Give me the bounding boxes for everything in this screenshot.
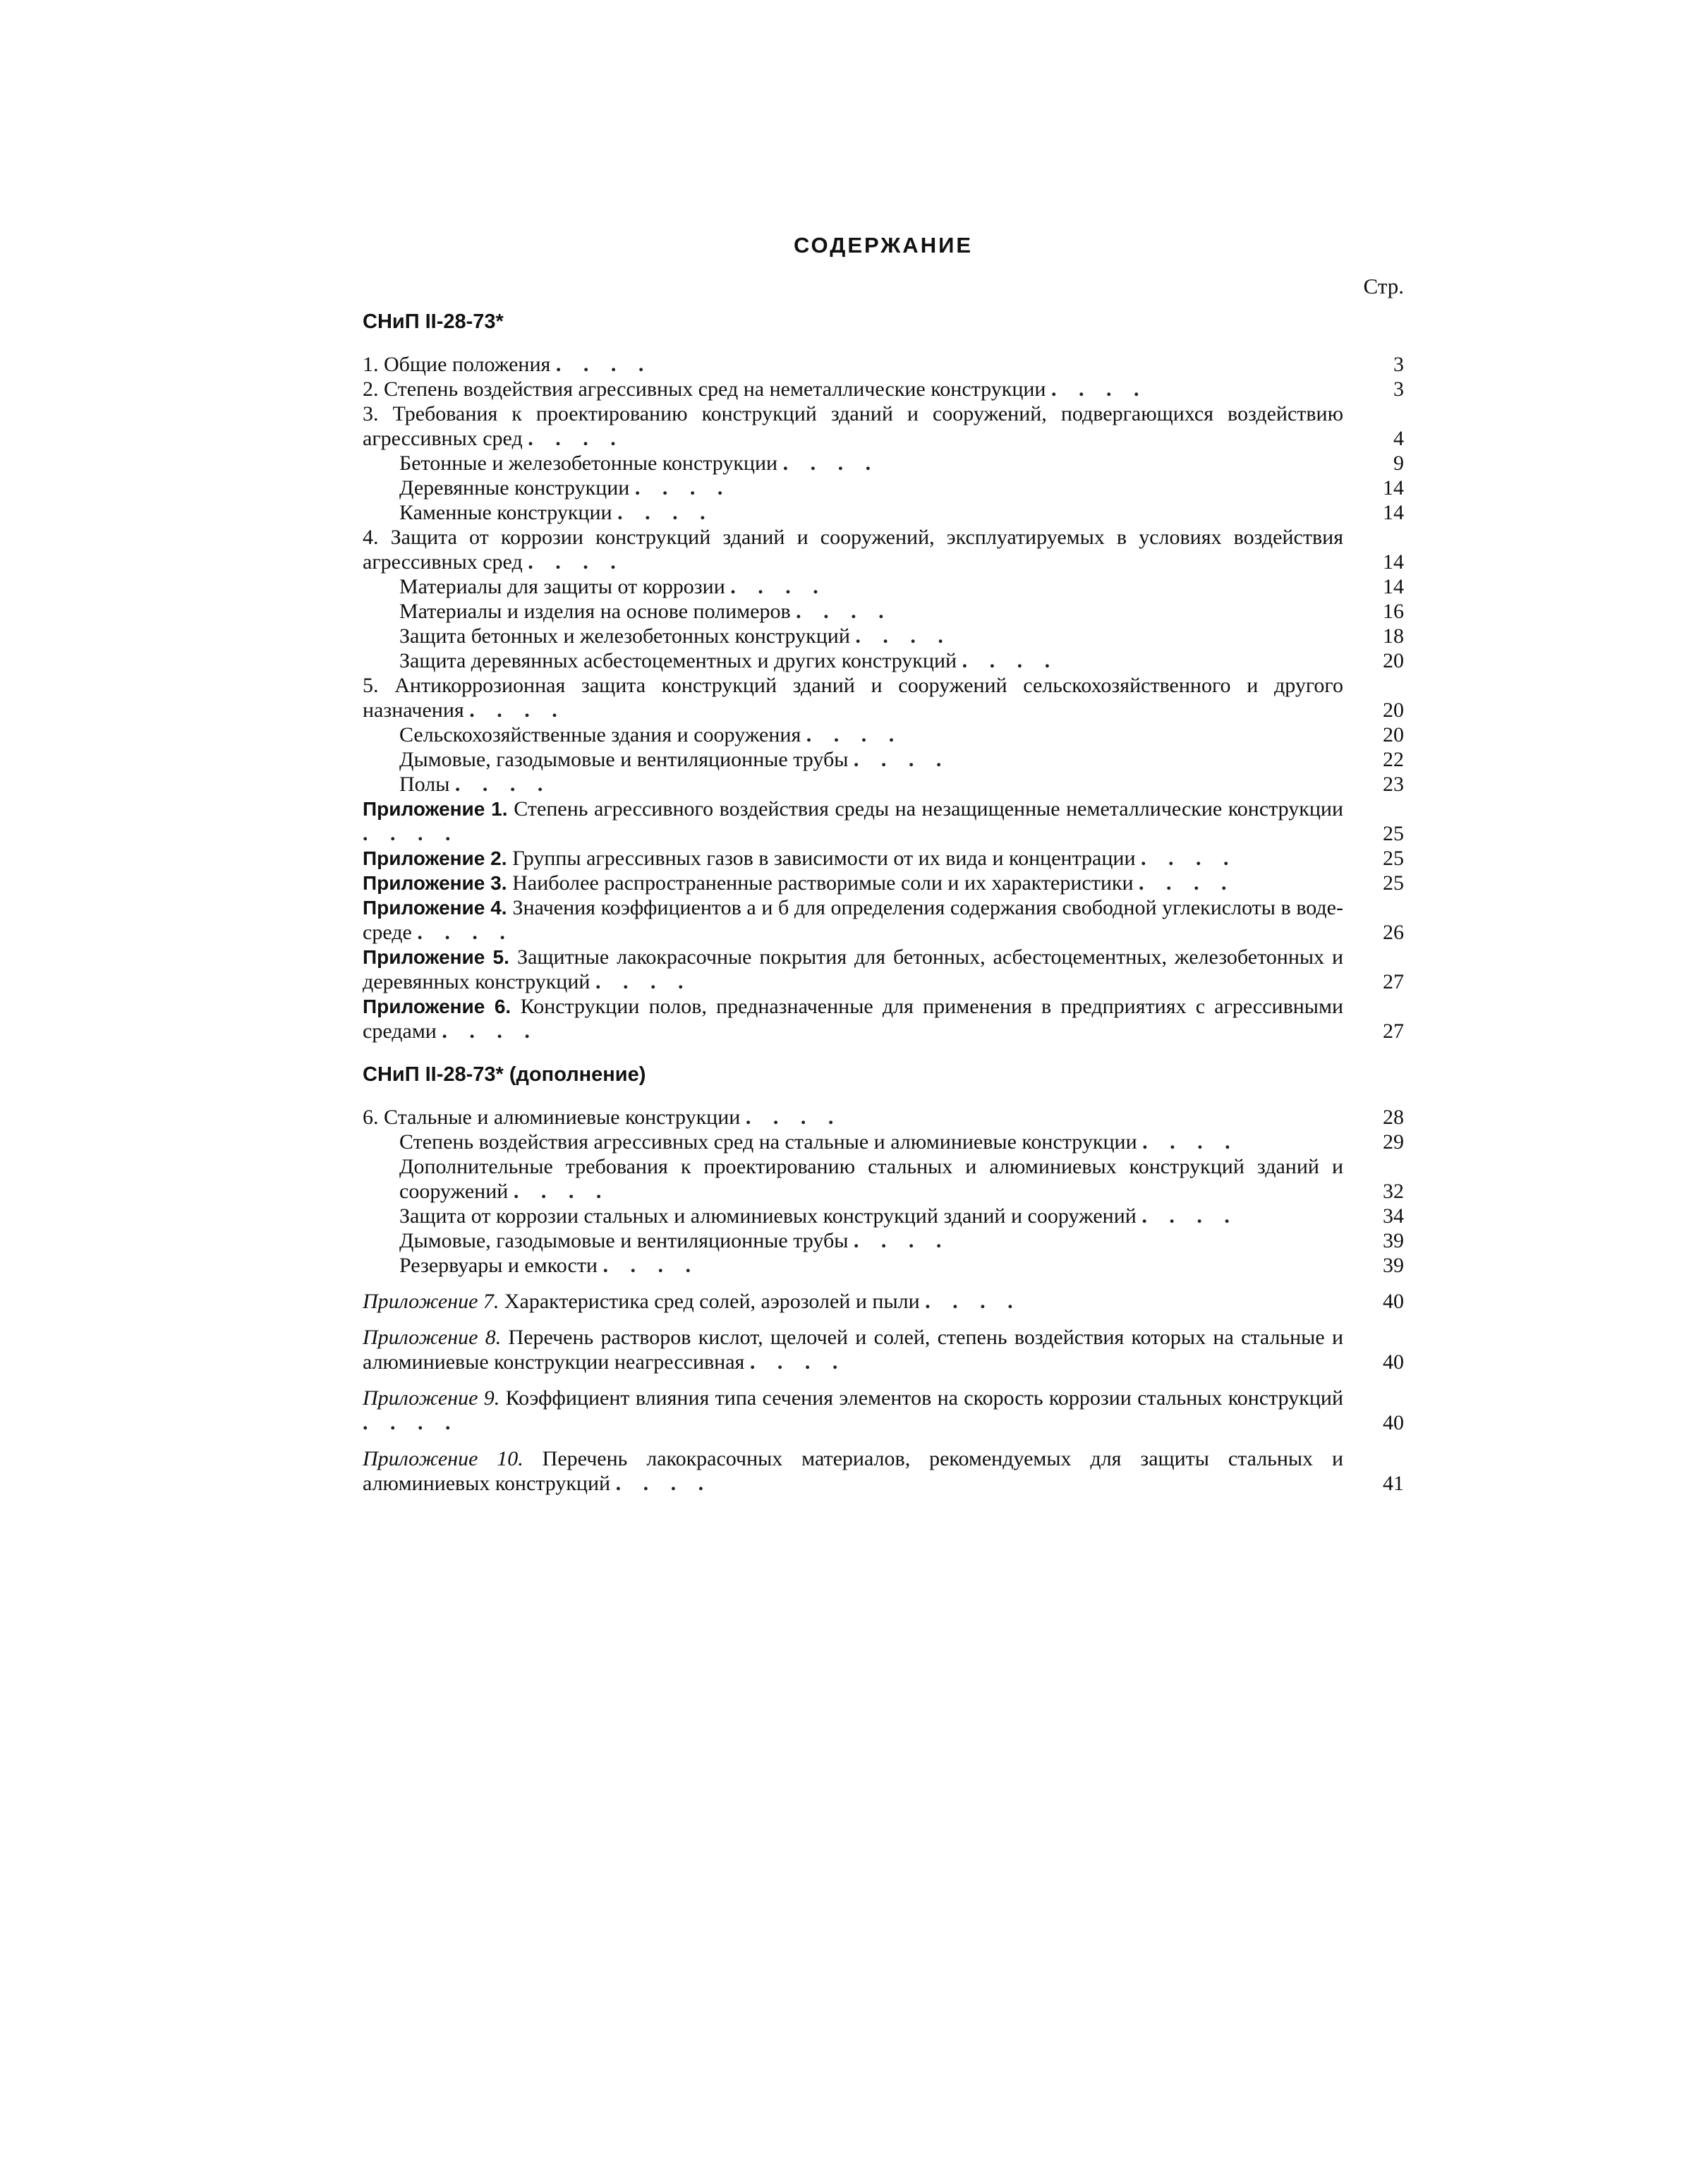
entry-title-text: Резервуары и емкости [399,1254,603,1277]
toc-entry[interactable] [363,945,1404,994]
page-title: СОДЕРЖАНИЕ [793,233,974,258]
entry-title-text: Материалы для защиты от коррозии [399,575,731,598]
dot-leader: . . . . [745,1106,842,1129]
entry-title-text: Защитные лакокрасочные покрытия для бетонных, асбестоцементных, железобетонных и деревянных конструкций [363,945,1343,993]
toc-entry-title [363,1105,1343,1130]
toc-entry[interactable] [363,451,1404,476]
appendix-label: Приложение 7. [363,1290,504,1313]
entry-title-text: 1. Общие положения [363,353,556,376]
dot-leader: . . . . [615,1472,713,1495]
toc-entry-page: 25 [1383,871,1404,895]
dot-leader: . . . . [806,723,903,746]
toc-entry-title [363,994,1343,1043]
section-heading: СНиП II-28-73* [363,310,504,333]
toc-entry-title [363,476,1343,500]
toc-entry-title [363,1253,1343,1278]
toc-entry[interactable] [363,1446,1404,1496]
entry-title-text: Перечень лакокрасочных материалов, рекомендуемых для защиты стальных и алюминиевых конструкций [363,1447,1343,1495]
toc-entry-page: 14 [1383,501,1404,524]
toc-entry-page: 18 [1383,624,1404,648]
dot-leader: . . . . [634,476,732,500]
toc-sections [363,310,1404,1496]
toc-entry-title [363,624,1343,648]
dot-leader: . . . . [855,624,952,648]
table-of-contents [363,233,1404,1496]
dot-leader: . . . . [730,575,827,598]
appendix-label: Приложение 8. [363,1326,509,1349]
entry-title-text: Коэффициент влияния типа сечения элементов на скорость коррозии стальных конструкций [505,1386,1344,1410]
toc-entry-page: 20 [1383,698,1404,722]
dot-leader: . . . . [469,698,566,722]
appendix-label: Приложение 3. [363,872,513,894]
toc-entry-title [363,599,1343,624]
entry-title-text: Значения коэффициентов а и б для определения содержания свободной углекислоты в воде-среде [363,896,1343,944]
toc-entry[interactable] [363,846,1404,871]
toc-entry[interactable] [363,648,1404,673]
toc-entry-page: 27 [1383,970,1404,993]
dot-leader: . . . . [417,921,514,944]
toc-entry-page: 16 [1383,600,1404,623]
entry-title-text: Перечень растворов кислот, щелочей и солей, степень воздействия которых на стальные и алюминиевые конструкции неагрессивная [363,1326,1344,1374]
entry-title-text: Наиболее распространенные растворимые соли и их характеристики [512,871,1139,895]
toc-entry[interactable] [363,476,1404,500]
toc-entry-title [363,401,1343,451]
toc-entry-title [363,648,1343,673]
toc-entry-title [363,895,1343,945]
entry-title-text: Каменные конструкции [399,501,618,524]
dot-leader: . . . . [1141,1204,1238,1228]
dot-leader: . . . . [454,773,552,796]
entry-title-text: Дымовые, газодымовые и вентиляционные трубы [399,748,854,771]
toc-entry-page: 23 [1383,773,1404,796]
entry-title-text: 6. Стальные и алюминиевые конструкции [363,1106,746,1129]
dot-leader: . . . . [749,1350,847,1374]
dot-leader: . . . . [528,427,624,450]
dot-leader: . . . . [595,970,692,993]
toc-entry[interactable] [363,747,1404,772]
entry-title-text: Характеристика сред солей, аэрозолей и пыли [504,1290,926,1313]
dot-leader: . . . . [513,1180,610,1203]
appendix-label: Приложение 10. [363,1447,543,1470]
entry-title-text: Деревянные конструкции [399,476,635,500]
toc-entry[interactable] [363,1386,1404,1435]
toc-entry-page: 20 [1383,649,1404,672]
toc-entry-page: 27 [1383,1020,1404,1043]
toc-entry-title [363,574,1343,599]
toc-entry-title [363,377,1343,401]
toc-entry-title [363,945,1343,994]
toc-entry-title [363,797,1343,846]
toc-entry[interactable] [363,772,1404,797]
dot-leader: . . . . [442,1020,538,1043]
toc-entry-title [363,451,1343,476]
entry-title-text: Конструкции полов, предназначенные для применения в предприятиях с агрессивными средами [363,995,1343,1043]
toc-entry-title [363,871,1343,895]
toc-entry-page: 14 [1383,550,1404,574]
toc-entry-title [363,1130,1343,1154]
toc-entry[interactable] [363,525,1404,574]
toc-entry-title [363,500,1343,525]
dot-leader: . . . . [925,1290,1022,1313]
dot-leader: . . . . [853,748,950,771]
toc-entry-title [363,722,1343,747]
entry-title-text: Материалы и изделия на основе полимеров [399,600,797,623]
entry-title-text: 3. Требования к проектированию конструкций зданий и сооружений, подвергающихся воздействию агрессивных сред [363,402,1343,450]
dot-leader: . . . . [555,353,653,376]
section-heading: СНиП II-28-73* (дополнение) [363,1063,646,1086]
dot-leader: . . . . [796,600,892,623]
toc-entry[interactable] [363,599,1404,624]
toc-entry[interactable] [363,895,1404,945]
entry-title-text: Степень агрессивного воздействия среды на незащищенные неметаллические конструкции [514,797,1343,821]
toc-entry-page: 32 [1383,1180,1404,1203]
toc-entry[interactable] [363,574,1404,599]
toc-entry[interactable] [363,871,1404,895]
toc-entry-page: 26 [1383,921,1404,944]
dot-leader: . . . . [617,501,714,524]
toc-entry[interactable] [363,994,1404,1043]
toc-entry[interactable] [363,673,1404,722]
entry-title-text: Защита от коррозии стальных и алюминиевых конструкций зданий и сооружений [399,1204,1142,1228]
toc-entry[interactable] [363,1228,1404,1253]
entry-title-text: Группы агрессивных газов в зависимости от их вида и концентрации [512,847,1141,870]
dot-leader: . . . . [853,1229,950,1252]
toc-entry-page: 14 [1383,575,1404,598]
appendix-label: Приложение 5. [363,946,518,968]
toc-entry-page: 34 [1383,1204,1404,1228]
dot-leader: . . . . [602,1254,699,1277]
toc-entry-page: 40 [1383,1290,1404,1313]
toc-entry[interactable] [363,1130,1404,1154]
entry-title-text: 5. Антикоррозионная защита конструкций зданий и сооружений сельскохозяйственного и другого назначения [363,674,1343,722]
entry-title-text: Дымовые, газодымовые и вентиляционные трубы [399,1229,854,1252]
toc-entry-title [363,1386,1343,1435]
toc-entry-page: 28 [1383,1106,1404,1129]
toc-entry-title [363,525,1343,574]
toc-entry[interactable] [363,377,1404,401]
toc-entry[interactable] [363,352,1404,377]
dot-leader: . . . . [1139,871,1235,895]
entry-title-text: Бетонные и железобетонные конструкции [399,452,783,475]
dot-leader: . . . . [1050,377,1148,401]
toc-entry[interactable] [363,797,1404,846]
toc-entry[interactable] [363,401,1404,451]
toc-entry-page: 22 [1383,748,1404,771]
entry-title-text: 4. Защита от коррозии конструкций зданий и сооружений, эксплуатируемых в условиях воздействия агрессивных сред [363,526,1343,574]
entry-title-text: Защита деревянных асбестоцементных и других конструкций [399,649,962,672]
toc-entry[interactable] [363,1105,1404,1130]
entry-title-text: Полы [399,773,455,796]
toc-entry[interactable] [363,722,1404,747]
toc-entry-title [363,772,1343,797]
toc-entry-title [363,1154,1343,1204]
entry-title-text: 2. Степень воздействия агрессивных сред на неметаллические конструкции [363,377,1051,401]
dot-leader: . . . . [528,550,624,574]
entry-title-text: Дополнительные требования к проектированию стальных и алюминиевых конструкций зданий и сооружений [399,1155,1343,1203]
toc-entry-page: 14 [1383,476,1404,500]
toc-entry-title [363,747,1343,772]
toc-entry-page: 41 [1383,1472,1404,1495]
appendix-label: Приложение 1. [363,798,514,820]
toc-entry-title [363,673,1343,722]
toc-entry-page: 40 [1383,1411,1404,1434]
toc-entry-page: 25 [1383,822,1404,845]
toc-entry-title [363,846,1343,871]
toc-entry-page: 3 [1393,377,1404,401]
toc-entry-title [363,1289,1343,1314]
entry-title-text: Защита бетонных и железобетонных конструкций [399,624,856,648]
toc-entry-title [363,1325,1343,1374]
toc-entry-title [363,1446,1343,1496]
entry-title-text: Степень воздействия агрессивных сред на стальные и алюминиевые конструкции [399,1130,1143,1154]
toc-entry-title [363,1228,1343,1253]
toc-entry[interactable] [363,500,1404,525]
dot-leader: . . . . [782,452,880,475]
appendix-label: Приложение 6. [363,996,521,1017]
entry-title-text: Сельскохозяйственные здания и сооружения [399,723,806,746]
dot-leader: . . . . [363,1411,459,1434]
toc-entry[interactable] [363,1289,1404,1314]
page-column-label: Стр. [1363,274,1404,298]
toc-entry-page: 29 [1383,1130,1404,1154]
toc-entry[interactable] [363,1204,1404,1228]
appendix-label: Приложение 2. [363,847,513,869]
dot-leader: . . . . [1141,847,1237,870]
dot-leader: . . . . [1142,1130,1239,1154]
toc-entry-page: 39 [1383,1254,1404,1277]
dot-leader: . . . . [962,649,1059,672]
appendix-label: Приложение 9. [363,1386,506,1410]
appendix-label: Приложение 4. [363,897,513,919]
dot-leader: . . . . [363,822,459,845]
toc-entry-page: 3 [1393,353,1404,376]
toc-entry-page: 40 [1383,1350,1404,1374]
toc-entry[interactable] [363,1154,1404,1204]
toc-entry[interactable] [363,1325,1404,1374]
toc-entry[interactable] [363,624,1404,648]
toc-entry-title [363,1204,1343,1228]
toc-entry-title [363,352,1343,377]
toc-entry[interactable] [363,1253,1404,1278]
toc-entry-page: 4 [1393,427,1404,450]
toc-entry-page: 39 [1383,1229,1404,1252]
toc-entry-page: 9 [1393,452,1404,475]
toc-entry-page: 25 [1383,847,1404,870]
toc-entry-page: 20 [1383,723,1404,746]
